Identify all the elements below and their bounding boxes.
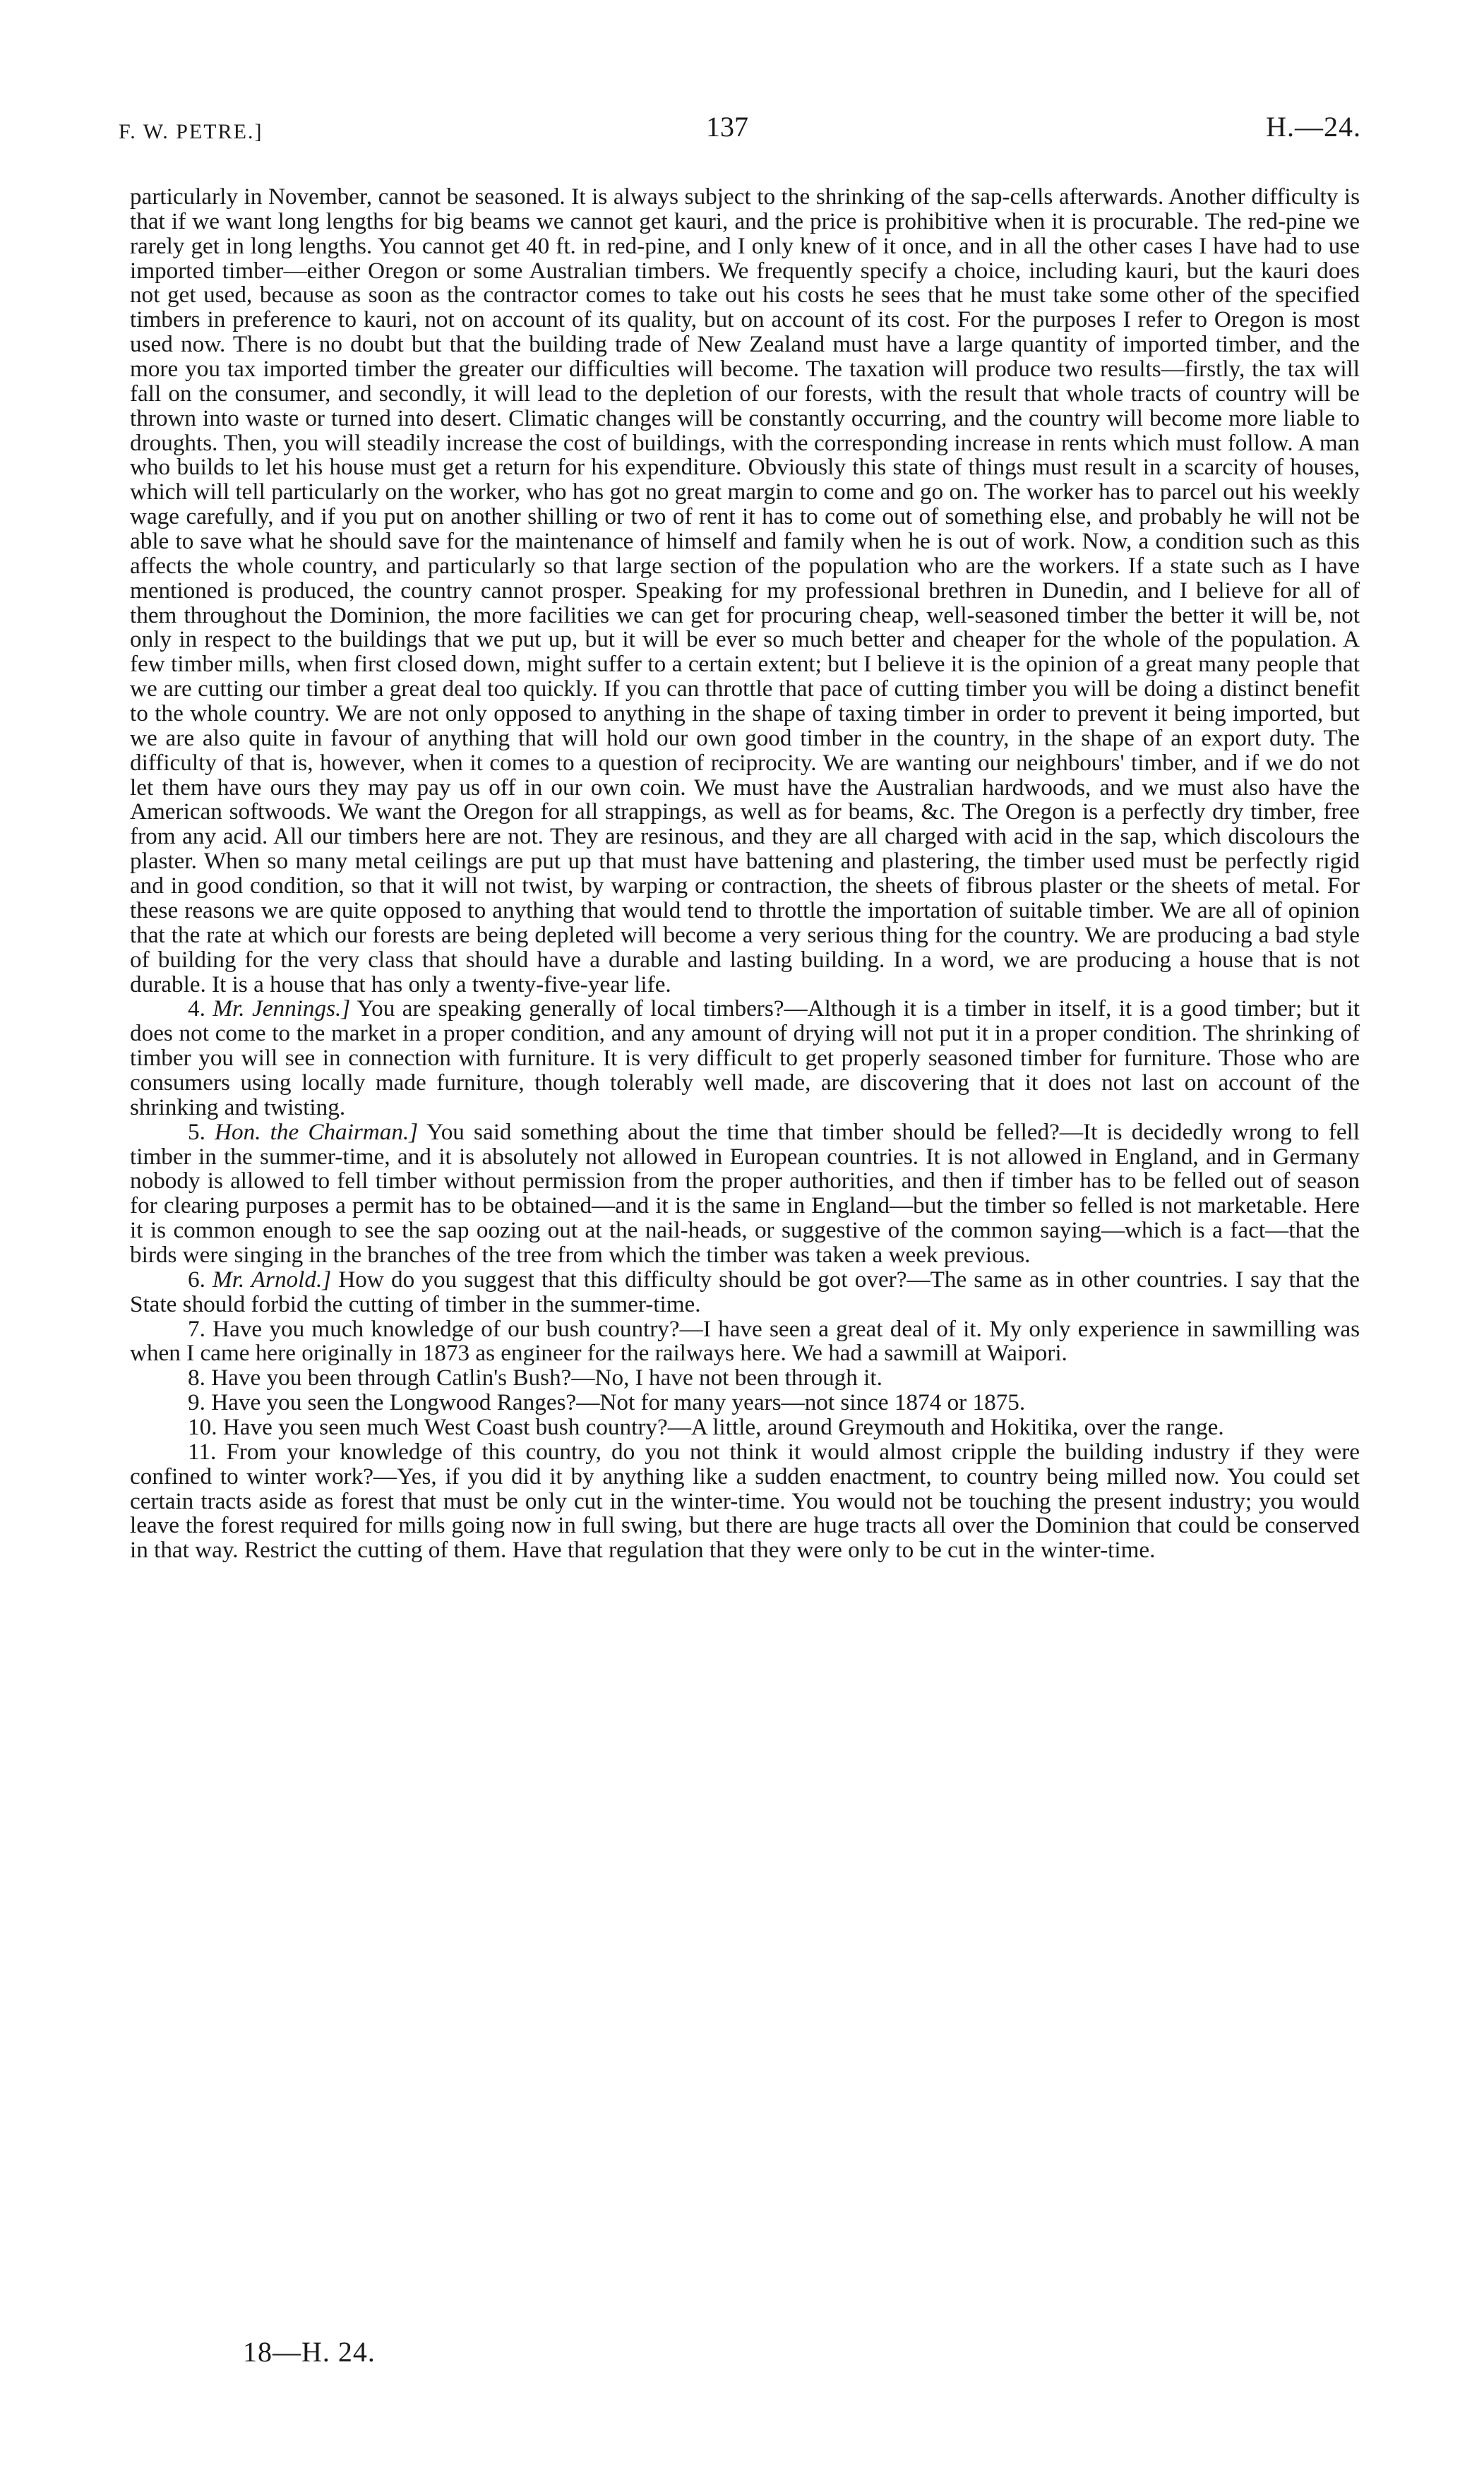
page-header — [119, 106, 1361, 155]
question-4 — [130, 997, 1360, 1120]
question-number: 4. — [188, 995, 205, 1022]
question-8 — [130, 1366, 1360, 1391]
question-number: 6. — [188, 1266, 205, 1293]
question-text: You said something about the time that timber should be felled?—It is decidedly wrong to fell timber in the summer-time, and it is absolutely not allowed in European countries. It is not allowed in England, and in Germany nobody is allowed to fell timber without permission from the proper authorities, and then if timber has to be felled out of season for clearing purposes a permit has to be obtained—and it is the same in England—but the timber so felled is not marketable. Here it is common enough to see the sap oozing out at the nail-heads, or suggestive of the common saying—which is a fact—that the birds were singing in the branches of the tree from which the timber was taken a week previous. — [130, 1118, 1360, 1268]
question-text: How do you suggest that this difficulty should be got over?—The same as in other countries. I say that the State should forbid the cutting of timber in the summer-time. — [130, 1266, 1360, 1317]
question-text: Have you seen much West Coast bush country?—A little, around Greymouth and Hokitika, over the range. — [222, 1413, 1224, 1440]
question-text: From your knowledge of this country, do you not think it would almost cripple the building industry if they were confined to winter work?—Yes, if you did it by anything like a sudden enactment, to country being milled now. You could set certain tracts aside as forest that must be only cut in the winter-time. You would not be touching the present industry; you would leave the forest required for mills going now in full swing, but there are huge tracts all over the Dominion that could be conserved in that way. Restrict the cutting of them. Have that regulation that they were only to be cut in the winter-time. — [130, 1438, 1360, 1564]
question-number: 7. — [188, 1315, 205, 1342]
witness-name: F. W. PETRE.] — [119, 120, 263, 143]
question-text: You are speaking generally of local timbers?—Although it is a timber in itself, it is a good timber; but it does not come to the market in a proper condition, and any amount of drying will not put it in a proper condition. The shrinking of timber you will see in connection with furniture. It is very difficult to get properly seasoned timber for furniture. Those who are consumers using locally made furniture, though tolerably well made, are discovering that it does not last on account of the shrinking and twisting. — [130, 995, 1360, 1120]
question-number: 8. — [188, 1365, 205, 1391]
question-text: Have you much knowledge of our bush country?—I have seen a great deal of it. My only experience in sawmilling was when I came here originally in 1873 as engineer for the railways here. We had a sawmill at Waipori. — [130, 1315, 1360, 1367]
question-speaker: Hon. the Chairman.] — [215, 1118, 419, 1145]
question-speaker: Mr. Arnold.] — [213, 1266, 332, 1293]
intro-paragraph: particularly in November, cannot be seasoned. It is always subject to the shrinking of the sap-cells afterwards. Another difficulty is that if we want long lengths for big beams we cannot get kauri, and the price is prohibitive when it is procurable. The red-pine we rarely get in long lengths. You cannot get 40 ft. in red-pine, and I only knew of it once, and in all the other cases I have had to use imported timber—either Oregon or some Australian timbers. We frequently specify a choice, including kauri, but the kauri does not get used, because as soon as the contractor comes to take out his costs he sees that he must take some other of the specified timbers in preference to kauri, not on account of its quality, but on account of its cost. For the purposes I refer to Oregon is most used now. There is no doubt but that the building trade of New Zealand must have a large quantity of imported timber, and the more you tax imported timber the greater our difficulties will become. The taxation will produce two results—firstly, the tax will fall on the consumer, and secondly, it will lead to the depletion of our forests, with the result that whole tracts of country will be thrown into waste or turned into desert. Climatic changes will be constantly occurring, and the country will become more liable to droughts. Then, you will steadily increase the cost of buildings, with the corresponding increase in rents which must follow. A man who builds to let his house must get a return for his expenditure. Obviously this state of things must result in a scarcity of houses, which will tell particularly on the worker, who has got no great margin to come and go on. The worker has to parcel out his weekly wage carefully, and if you put on another shilling or two of rent it has to come out of something else, and probably he will not be able to save what he should save for the maintenance of himself and family when he is out of work. Now, a condition such as this affects the whole country, and particularly so that large section of the population who are the workers. If a state such as I have mentioned is produced, the country cannot prosper. Speaking for my professional brethren in Dunedin, and I believe for all of them throughout the Dominion, the more facilities we can get for procuring cheap, well-seasoned timber the better it will be, not only in respect to the buildings that we put up, but it will be ever so much better and cheaper for the whole of the population. A few timber mills, when first closed down, might suffer to a certain extent; but I believe it is the opinion of a great many people that we are cutting our timber a great deal too quickly. If you can throttle that pace of cutting timber you will be doing a distinct benefit to the whole country. We are not only opposed to anything in the shape of taxing timber in order to prevent it being imported, but we are also quite in favour of anything that will hold our own good timber in the country, in the shape of an export duty. The difficulty of that is, however, when it comes to a question of reciprocity. We are wanting our neighbours' timber, and if we do not let them have ours they may pay us off in our own coin. We must have the Australian hardwoods, and we must also have the American softwoods. We want the Oregon for all strappings, as well as for beams, &c. The Oregon is a perfectly dry timber, free from any acid. All our timbers here are not. They are resinous, and they are all charged with acid in the sap, which discolours the plaster. When so many metal ceilings are put up that must have battening and plastering, the timber used must be perfectly rigid and in good condition, so that it will not twist, by warping or contraction, the sheets of fibrous plaster or the sheets of metal. For these reasons we are quite opposed to anything that would tend to throttle the importation of suitable timber. We are all of opinion that the rate at which our forests are being depleted will become a very serious thing for the country. We are producing a bad style of building for the very class that should have a durable and lasting building. In a word, we are producing a house that is not durable. It is a house that has only a twenty-five-year life. — [130, 184, 1360, 998]
question-9 — [130, 1391, 1360, 1415]
paper-reference: H.—24. — [1266, 111, 1361, 143]
question-5 — [130, 1120, 1360, 1268]
question-text: Have you seen the Longwood Ranges?—Not for many years—not since 1874 or 1875. — [211, 1389, 1026, 1416]
question-speaker: Mr. Jennings.] — [213, 995, 351, 1022]
question-10 — [130, 1415, 1360, 1440]
question-number: 10. — [188, 1413, 217, 1440]
question-6 — [130, 1268, 1360, 1317]
question-number: 11. — [188, 1438, 217, 1465]
signature-mark: 18—H. 24. — [243, 2336, 376, 2368]
page-number: 137 — [706, 111, 748, 143]
question-number: 5. — [188, 1118, 205, 1145]
evidence-text — [130, 185, 1360, 1563]
question-11 — [130, 1440, 1360, 1563]
question-7 — [130, 1317, 1360, 1367]
question-number: 9. — [188, 1389, 205, 1416]
question-text: Have you been through Catlin's Bush?—No, I have not been through it. — [211, 1365, 882, 1391]
